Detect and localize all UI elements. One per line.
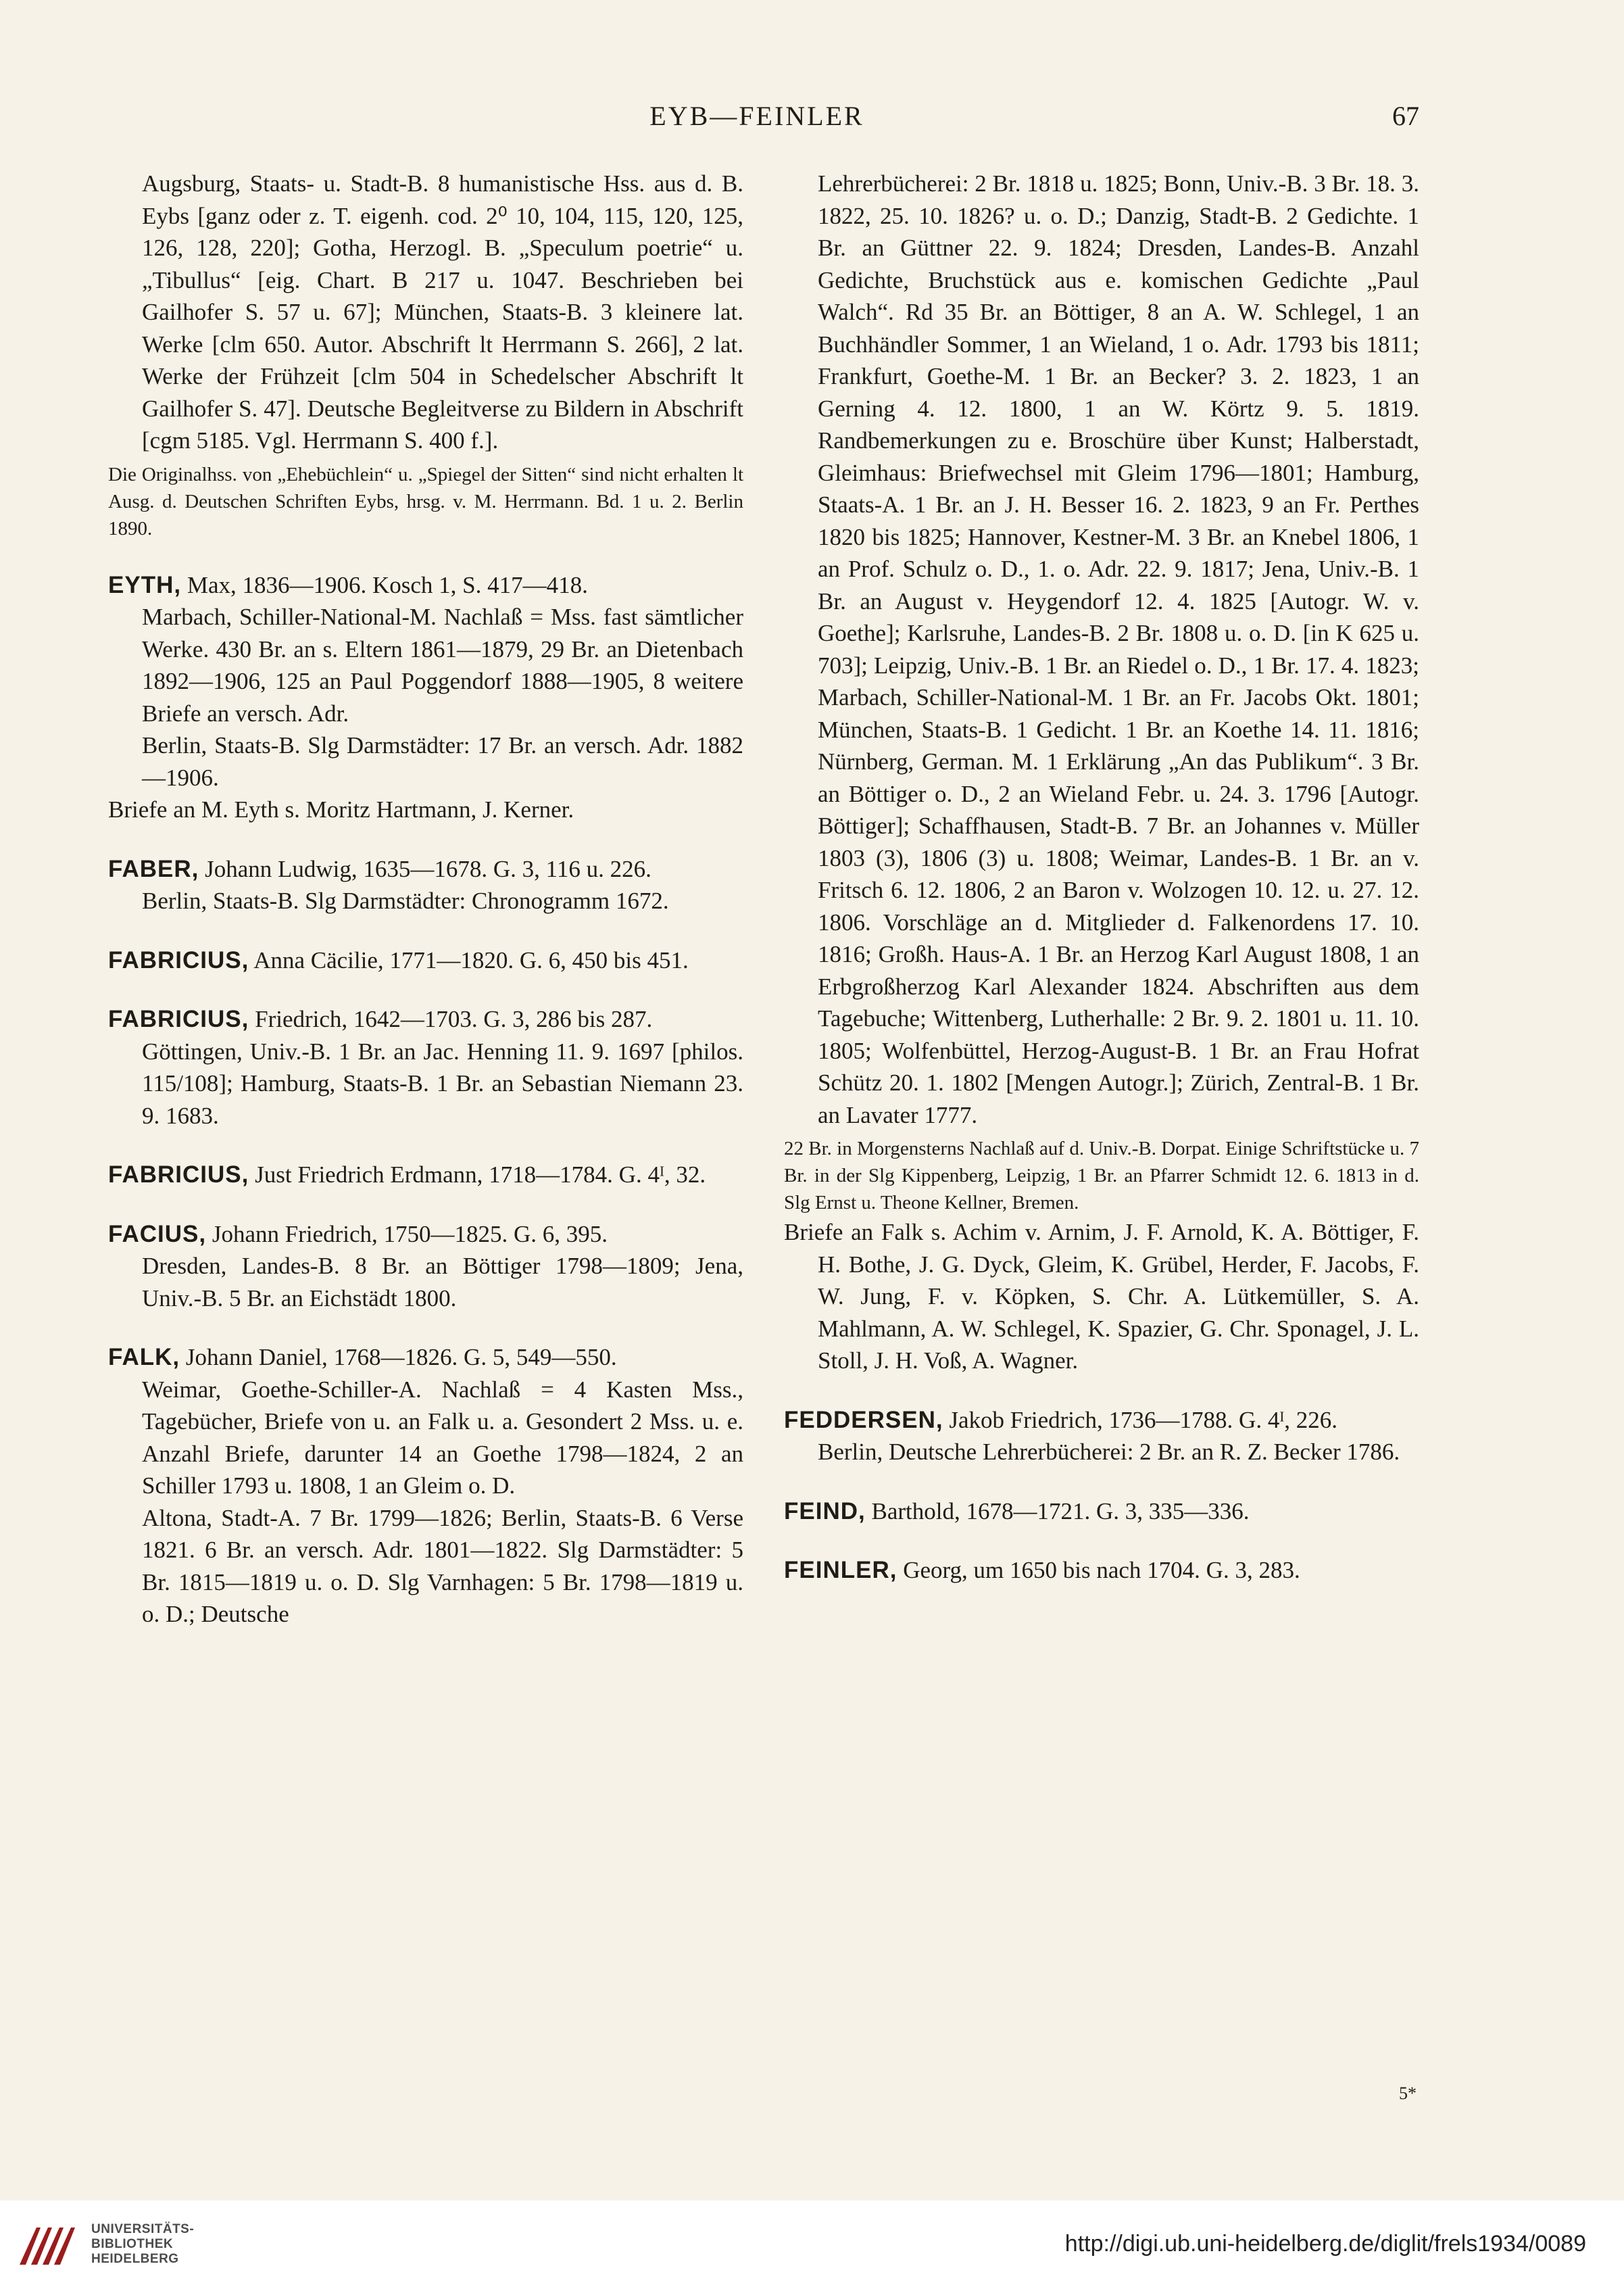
entry-crossref: Briefe an Falk s. Achim v. Arnim, J. F. Arnold, K. A. Böttiger, F. H. Bothe, J. G. Dyck, Gleim, K. Grübel, Herder, F. Jacobs, F. W. Jung, F. v. Köpken, S. Chr. A. Lütkemüller, S. A. Mahlmann, A. W. Schlegel, K. Spazier, G. Chr. Sponagel, J. L. Stoll, J. H. Voß, A. Wagner. <box>784 1219 1419 1374</box>
entry-dates: Friedrich, 1642—1703. G. 3, 286 bis 287. <box>255 1006 653 1032</box>
entry-name: FABRICIUS, <box>108 1006 249 1032</box>
entry-continuation: Lehrerbücherei: 2 Br. 1818 u. 1825; Bonn, Univ.-B. 3 Br. 18. 3. 1822, 25. 10. 1826? u. o. D.; Danzig, Stadt-B. 2 Gedichte. 1 Br. an Güttner 22. 9. 1824; Dresden, Landes-B. Anzahl Gedichte, Bruchstück aus e. komischen Gedichte „Paul Walch“. Rd 35 Br. an Böttiger, 8 an A. W. Schlegel, 1 an Buchhändler Sommer, 1 an Wieland, 1 o. Adr. 1793 bis 1811; Frankfurt, Goethe-M. 1 Br. an Becker? 3. 2. 1823, 1 an Gerning 4. 12. 1800, 1 an W. Körtz 9. 5. 1819. Randbemerkungen zu e. Broschüre über Kunst; Halberstadt, Gleimhaus: Briefwechsel mit Gleim 1796—1801; Hamburg, Staats-A. 1 Br. an J. H. Besser 16. 2. 1823, 9 an Fr. Perthes 1820 bis 1825; Hannover, Kestner-M. 3 Br. an Knebel 1806, 1 an Prof. Schulz o. D., 1. o. Adr. 22. 9. 1817; Jena, Univ.-B. 1 Br. an August v. Heygendorf 12. 4. 1825 [Autogr. W. v. Goethe]; Karlsruhe, Landes-B. 2 Br. 1808 u. o. D. [in K 625 u. 703]; Leipzig, Univ.-B. 1 Br. an Riedel o. D., 1 Br. 17. 4. 1823; Marbach, Schiller-National-M. 1 Br. an Fr. Jacobs Okt. 1801; München, Staats-B. 1 Gedicht. 1 Br. an Koethe 14. 11. 1816; Nürnberg, German. M. 1 Erklärung „An das Publikum“. 3 Br. an Böttiger o. D., 2 an Wieland Febr. u. 24. 3. 1796 [Autogr. Böttiger]; Schaffhausen, Stadt-B. 7 Br. an Johannes v. Müller 1803 (3), 1806 (3) u. 1808; Weimar, Landes-B. 1 Br. an v. Fritsch 6. 12. 1806, 2 an Baron v. Wolzogen 10. 12. u. 27. 12. 1806. Vorschläge an d. Mitglieder d. Falkenordens 17. 10. 1816; Großh. Haus-A. 1 Br. an Herzog Karl August 1808, 1 an Erbgroßherzog Karl Alexander 1824. Abschriften aus dem Tagebuche; Wittenberg, Lutherhalle: 2 Br. 9. 2. 1801 u. 11. 10. 1805; Wolfenbüttel, Herzog-August-B. 1 Br. an Frau Hofrat Schütz 20. 1. 1802 [Mengen Autogr.]; Zürich, Zentral-B. 1 Br. an Lavater 1777. <box>818 170 1419 1128</box>
library-line-2: BIBLIOTHEK <box>91 2237 174 2251</box>
entry-holdings: Altona, Stadt-A. 7 Br. 1799—1826; Berlin, Staats-B. 6 Verse 1821. 6 Br. an versch. Adr. 1801—1822. Slg Darmstädter: 5 Br. 1815—1819 u. o. D. Slg Varnhagen: 5 Br. 1798—1819 u. o. D.; Deutsche <box>142 1504 743 1627</box>
entry-holdings: Göttingen, Univ.-B. 1 Br. an Jac. Henning 11. 9. 1697 [philos. 115/108]; Hamburg, Staats-B. 1 Br. an Sebastian Niemann 23. 9. 1683. <box>142 1038 743 1129</box>
right-column <box>784 168 1419 1587</box>
entry-heading <box>108 1218 743 1251</box>
entry-dates: Georg, um 1650 bis nach 1704. G. 3, 283. <box>903 1557 1300 1583</box>
library-logo-icon <box>16 2221 84 2268</box>
entry-heading <box>108 1003 743 1036</box>
entry-holdings: Berlin, Deutsche Lehrerbücherei: 2 Br. an R. Z. Becker 1786. <box>818 1439 1400 1465</box>
entry-heading <box>108 1159 743 1191</box>
entry-heading <box>108 853 743 886</box>
entry-holdings: Dresden, Landes-B. 8 Br. an Böttiger 1798—1809; Jena, Univ.-B. 5 Br. an Eichstädt 1800. <box>142 1253 743 1311</box>
entry-holdings: Marbach, Schiller-National-M. Nachlaß = Mss. fast sämtlicher Werke. 430 Br. an s. Eltern 1861—1879, 29 Br. an Dietenbach 1892—1906, 125 an Paul Poggendorf 1888—1905, 8 weitere Briefe an versch. Adr. <box>142 604 743 727</box>
entry-name: FEDDERSEN, <box>784 1406 943 1433</box>
entry-continuation: Augsburg, Staats- u. Stadt-B. 8 humanistische Hss. aus d. B. Eybs [ganz oder z. T. eigenh. cod. 2⁰ 10, 104, 115, 120, 125, 126, 128, 220]; Gotha, Herzogl. B. „Speculum poetrie“ u. „Tibullus“ [eig. Chart. B 217 u. 1047. Beschrieben bei Gailhofer S. 57 u. 67]; München, Staats-B. 3 kleinere lat. Werke [clm 650. Autor. Abschrift lt Herrmann S. 266], 2 lat. Werke der Frühzeit [clm 504 in Schedelscher Abschrift lt Gailhofer S. 47]. Deutsche Begleitverse zu Bildern in Abschrift [cgm 5185. Vgl. Herrmann S. 400 f.]. <box>142 170 743 454</box>
entry-name: FEIND, <box>784 1497 866 1524</box>
entry-dates: Johann Ludwig, 1635—1678. G. 3, 116 u. 226. <box>205 855 651 882</box>
entry-heading <box>784 1554 1419 1587</box>
library-line-1: UNIVERSITÄTS- <box>91 2222 195 2236</box>
library-name <box>91 2222 194 2267</box>
entry-heading <box>784 1404 1419 1437</box>
entry-name: FACIUS, <box>108 1220 207 1247</box>
library-line-3: HEIDELBERG <box>91 2252 179 2266</box>
entry-holdings: Berlin, Staats-B. Slg Darmstädter: Chronogramm 1672. <box>142 888 669 914</box>
entry-holdings: Weimar, Goethe-Schiller-A. Nachlaß = 4 Kasten Mss., Tagebücher, Briefe von u. an Falk u. a. Gesondert 2 Mss. u. e. Anzahl Briefe, darunter 14 an Goethe 1798—1824, 2 an Schiller 1793 u. 1808, 1 an Gleim o. D. <box>142 1376 743 1499</box>
entry-name: FABER, <box>108 855 199 882</box>
entry-note: 22 Br. in Morgensterns Nachlaß auf d. Univ.-B. Dorpat. Einige Schriftstücke u. 7 Br. in der Slg Kippenberg, Leipzig, 1 Br. an Pfarrer Schmidt 12. 6. 1813 in d. Slg Ernst u. Theone Kellner, Bremen. <box>784 1138 1419 1213</box>
entry-crossref: Briefe an M. Eyth s. Moritz Hartmann, J. Kerner. <box>108 796 574 823</box>
entry-dates: Johann Daniel, 1768—1826. G. 5, 549—550. <box>185 1344 617 1370</box>
entry-name: EYTH, <box>108 571 182 598</box>
entry-note: Die Originalhss. von „Ehebüchlein“ u. „Spiegel der Sitten“ sind nicht erhalten lt Ausg. d. Deutschen Schriften Eybs, hrsg. v. M. Herrmann. Bd. 1 u. 2. Berlin 1890. <box>108 463 743 539</box>
entry-heading <box>784 1495 1419 1528</box>
entry-heading <box>108 944 743 977</box>
entry-dates: Johann Friedrich, 1750—1825. G. 6, 395. <box>212 1220 608 1247</box>
entry-name: FALK, <box>108 1344 180 1370</box>
running-head: EYB—FEINLER <box>649 101 864 131</box>
signature-mark: 5* <box>1399 2084 1417 2103</box>
page-header <box>95 100 1419 141</box>
entry-dates: Anna Cäcilie, 1771—1820. G. 6, 450 bis 451. <box>253 946 689 973</box>
entry-heading <box>108 569 743 602</box>
entry-name: FABRICIUS, <box>108 946 249 973</box>
source-url[interactable]: http://digi.ub.uni-heidelberg.de/diglit/frels1934/0089 <box>1064 2231 1586 2257</box>
entry-dates: Max, 1836—1906. Kosch 1, S. 417—418. <box>187 571 588 598</box>
entry-dates: Barthold, 1678—1721. G. 3, 335—336. <box>871 1497 1250 1524</box>
entry-dates: Jakob Friedrich, 1736—1788. G. 4ᴵ, 226. <box>949 1406 1338 1433</box>
entry-dates: Just Friedrich Erdmann, 1718—1784. G. 4ᴵ, 32. <box>255 1161 706 1188</box>
entry-holdings: Berlin, Staats-B. Slg Darmstädter: 17 Br. an versch. Adr. 1882—1906. <box>142 732 743 791</box>
page-number: 67 <box>1392 101 1419 131</box>
entry-name: FABRICIUS, <box>108 1161 249 1188</box>
entry-name: FEINLER, <box>784 1557 897 1583</box>
left-column <box>108 168 743 1631</box>
entry-heading <box>108 1341 743 1374</box>
